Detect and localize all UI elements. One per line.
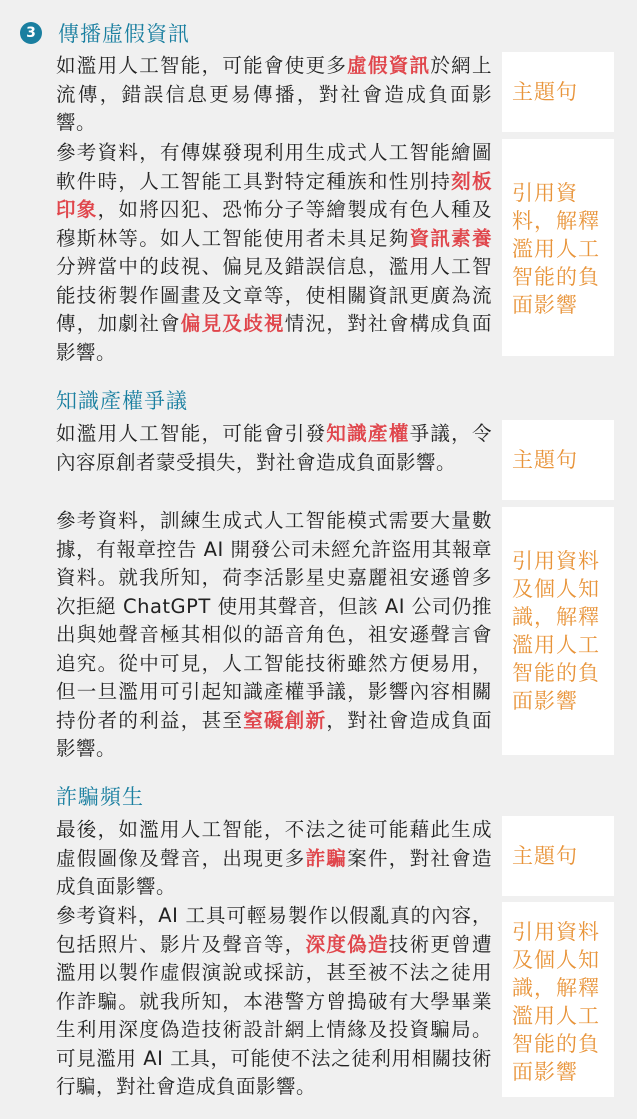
section-title: 知識產權爭議 [56, 389, 188, 413]
section-title: 詐騙頻生 [56, 785, 144, 809]
section-heading [20, 18, 190, 48]
annotation-tag: 主題句 [502, 816, 614, 896]
highlight-keyword: 詐騙 [305, 846, 348, 870]
topic-sentence-paragraph: 如濫用人工智能，可能會使更多虛假資訊於網上流傳，錯誤信息更易傳播，對社會造成負面影響。 [56, 54, 492, 134]
highlight-keyword: 偏見及歧視 [180, 312, 285, 335]
section-title: 傳播虛假資訊 [58, 22, 190, 46]
highlight-keyword: 知識產權 [326, 422, 410, 445]
evidence-paragraph: 參考資料，AI 工具可輕易製作以假亂真的內容，包括照片、影片及聲音等，深度偽造技術更曾遭濫用以製作虛假演說或採訪，甚至被不法之徒用作詐騙。就我所知，本港警方曾搗破有大學畢業生利用深度偽造技術設計網上情緣及投資騙局。可見濫用 AI 工具，可能使不法之徒利用相關技術行騙，對社會造成負面影響。 [56, 904, 492, 1098]
highlight-keyword: 刻板印象 [56, 169, 492, 221]
annotation-tag: 引用資料及個人知識，解釋濫用人工智能的負面影響 [502, 507, 614, 755]
highlight-keyword: 虛假資訊 [347, 54, 431, 77]
annotation-tag: 引用資料及個人知識，解釋濫用人工智能的負面影響 [502, 902, 614, 1097]
topic-sentence-paragraph: 如濫用人工智能，可能會引發知識產權爭議，令內容原創者蒙受損失，對社會造成負面影響。 [56, 422, 492, 474]
annotation-tag: 主題句 [502, 52, 614, 132]
highlight-keyword: 深度偽造 [305, 932, 389, 956]
section-number-badge: 3 [20, 22, 42, 44]
annotation-tag: 主題句 [502, 420, 614, 500]
topic-sentence-paragraph: 最後，如濫用人工智能，不法之徒可能藉此生成虛假圖像及聲音，出現更多詐騙案件，對社會造成負面影響。 [56, 818, 492, 898]
evidence-paragraph: 參考資料，訓練生成式人工智能模式需要大量數據，有報章控告 AI 開發公司未經允許盜用其報章資料。就我所知，荷李活影星史嘉麗祖安遜曾多次拒絕 ChatGPT 使用其聲音，但該 AI 公司仍推出與她聲音極其相似的語音角色，祖安遜聲言會追究。從中可見，人工智能技術雖然方便易用，但一旦濫用可引起知識產權爭議，影響內容相關持份者的利益，甚至窒礙創新，對社會造成負面影響。 [56, 509, 492, 760]
highlight-keyword: 窒礙創新 [243, 708, 327, 732]
annotation-tag: 引用資料，解釋濫用人工智能的負面影響 [502, 139, 614, 356]
evidence-paragraph: 參考資料，有傳媒發現利用生成式人工智能繪圖軟件時，人工智能工具對特定種族和性別持刻板印象，如將囚犯、恐怖分子等繪製成有色人種及穆斯林等。如人工智能使用者未具足夠資訊素養分辨當中的歧視、偏見及錯誤信息，濫用人工智能技術製作圖畫及文章等，使相關資訊更廣為流傳，加劇社會偏見及歧視情況，對社會構成負面影響。 [56, 141, 492, 364]
highlight-keyword: 資訊素養 [409, 226, 492, 250]
